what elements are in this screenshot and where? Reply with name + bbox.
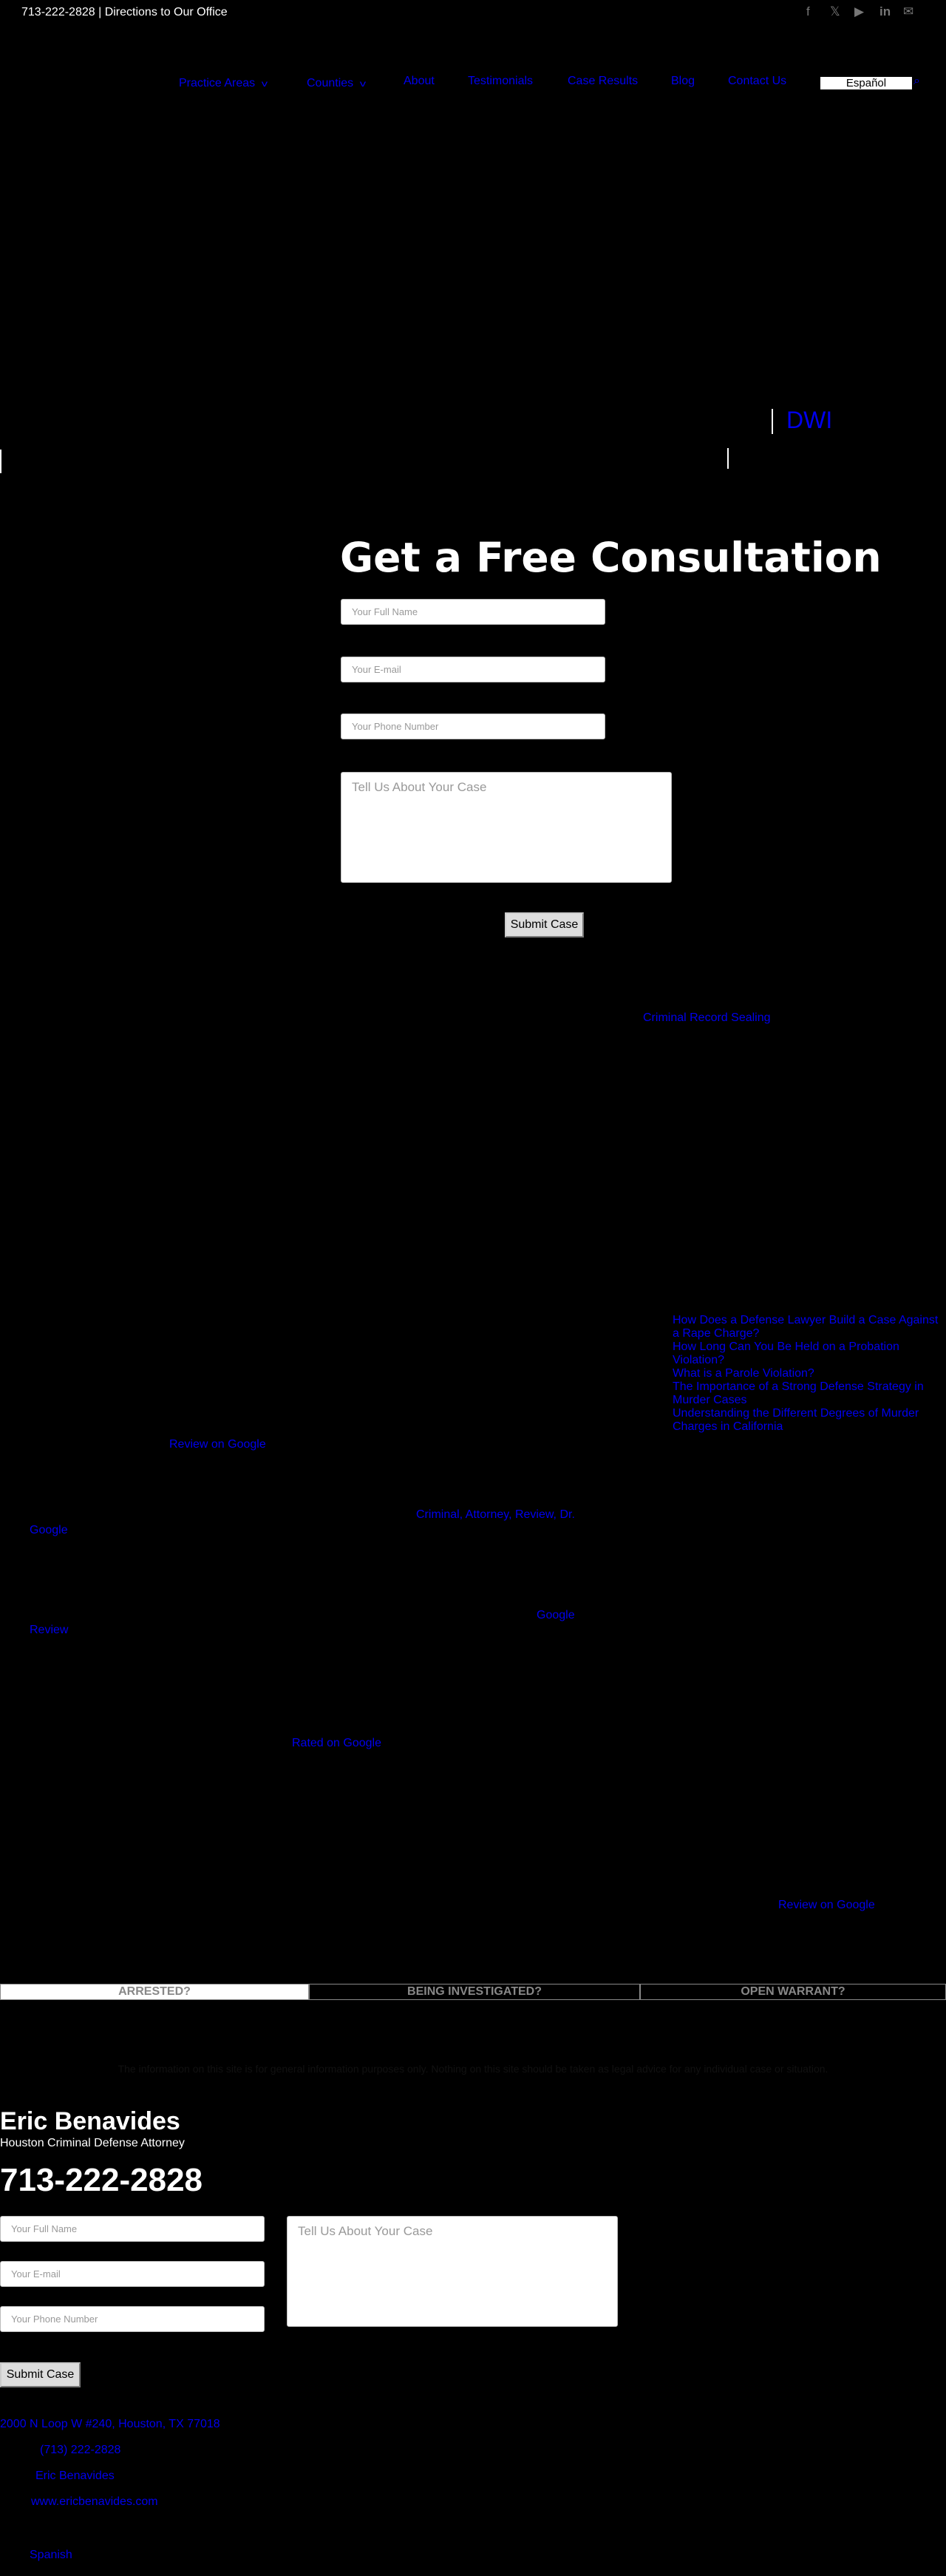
top-bar — [0, 0, 946, 28]
review-tags-link[interactable]: Criminal, Attorney, Review, Dr. — [416, 1508, 575, 1521]
footer-phone-field[interactable]: Your Phone Number — [0, 2306, 265, 2332]
nav-practice-areas[interactable]: Practice Areas v — [179, 77, 268, 89]
tab-open-warrant[interactable]: OPEN WARRANT? — [640, 1984, 946, 2000]
nav-case-results[interactable]: Case Results — [568, 75, 639, 87]
review-on-google-link[interactable]: Review on Google — [169, 1438, 266, 1451]
google-link[interactable]: Google — [537, 1609, 575, 1621]
recent-post-link[interactable]: How Long Can You Be Held on a Probation Violation? — [673, 1340, 899, 1366]
email-icon[interactable]: ✉ — [903, 4, 914, 18]
topbar-phone-directions[interactable]: 713-222-2828 | Directions to Our Office — [21, 6, 228, 18]
criminal-record-sealing-link[interactable]: Criminal Record Sealing — [643, 1011, 771, 1024]
recent-post-link[interactable]: The Importance of a Strong Defense Strategy in Murder Cases — [673, 1380, 924, 1406]
phone-field[interactable]: Your Phone Number — [341, 714, 605, 739]
hero-divider-right — [727, 448, 729, 469]
recent-post-link[interactable]: What is a Parole Violation? — [673, 1367, 814, 1380]
nav-blog[interactable]: Blog — [671, 75, 695, 87]
full-name-field[interactable]: Your Full Name — [341, 599, 605, 625]
submit-case-button[interactable]: Submit Case — [505, 912, 584, 938]
situation-tabs — [0, 1984, 946, 2000]
recent-posts-list — [673, 1314, 942, 1434]
footer-submit-case-button[interactable]: Submit Case — [0, 2362, 81, 2387]
footer-spanish-link[interactable]: Spanish — [30, 2549, 72, 2561]
tab-arrested[interactable]: ARRESTED? — [0, 1984, 309, 2000]
recent-post-link[interactable]: How Does a Defense Lawyer Build a Case Against a Rape Charge? — [673, 1314, 939, 1340]
consultation-title: Get a Free Consultation — [340, 534, 882, 581]
hero-rotating-word[interactable]: DWI — [786, 407, 833, 433]
search-icon[interactable]: ⌕ — [913, 75, 920, 87]
nav-about[interactable]: About — [404, 75, 435, 87]
footer-website-link[interactable]: www.ericbenavides.com — [31, 2495, 158, 2508]
linkedin-icon[interactable]: in — [879, 4, 891, 18]
nav-testimonials[interactable]: Testimonials — [468, 75, 534, 87]
footer-phone-link[interactable]: (713) 222-2828 — [40, 2444, 121, 2456]
footer-phone-number[interactable]: 713-222-2828 — [0, 2162, 203, 2198]
footer-full-name-field[interactable]: Your Full Name — [0, 2216, 265, 2242]
footer-email-field[interactable]: Your E-mail — [0, 2261, 265, 2287]
language-select[interactable]: Español — [820, 77, 912, 89]
review-link[interactable]: Review — [30, 1624, 69, 1636]
facebook-icon[interactable]: f — [806, 4, 810, 18]
chevron-down-icon: v — [359, 78, 367, 89]
google-link[interactable]: Google — [30, 1524, 68, 1536]
rated-on-google-link[interactable]: Rated on Google — [292, 1737, 381, 1749]
disclaimer-text: The information on this site is for general information purposes only. Nothing on this site should be taken as legal advice for any individual case or situation. — [118, 2063, 828, 2075]
footer-address-link[interactable]: 2000 N Loop W #240, Houston, TX 77018 — [0, 2418, 220, 2430]
case-details-field[interactable]: Tell Us About Your Case — [341, 772, 672, 883]
review-on-google-link[interactable]: Review on Google — [778, 1899, 875, 1911]
youtube-icon[interactable]: ▶ — [854, 4, 865, 18]
footer-attorney-name: Eric Benavides — [0, 2107, 180, 2135]
footer-name-link[interactable]: Eric Benavides — [35, 2470, 115, 2482]
email-field[interactable]: Your E-mail — [341, 657, 605, 682]
recent-post-link[interactable]: Understanding the Different Degrees of Murder Charges in California — [673, 1407, 919, 1433]
chevron-down-icon: v — [261, 78, 268, 89]
x-twitter-icon[interactable]: 𝕏 — [830, 4, 840, 18]
hero-divider-left — [0, 450, 1, 473]
hero-text-cursor — [772, 409, 773, 434]
footer-case-details-field[interactable]: Tell Us About Your Case — [287, 2216, 618, 2327]
footer-subtitle: Houston Criminal Defense Attorney — [0, 2137, 185, 2149]
nav-counties[interactable]: Counties v — [307, 77, 367, 89]
tab-being-investigated[interactable]: BEING INVESTIGATED? — [309, 1984, 640, 2000]
nav-contact-us[interactable]: Contact Us — [728, 75, 787, 87]
